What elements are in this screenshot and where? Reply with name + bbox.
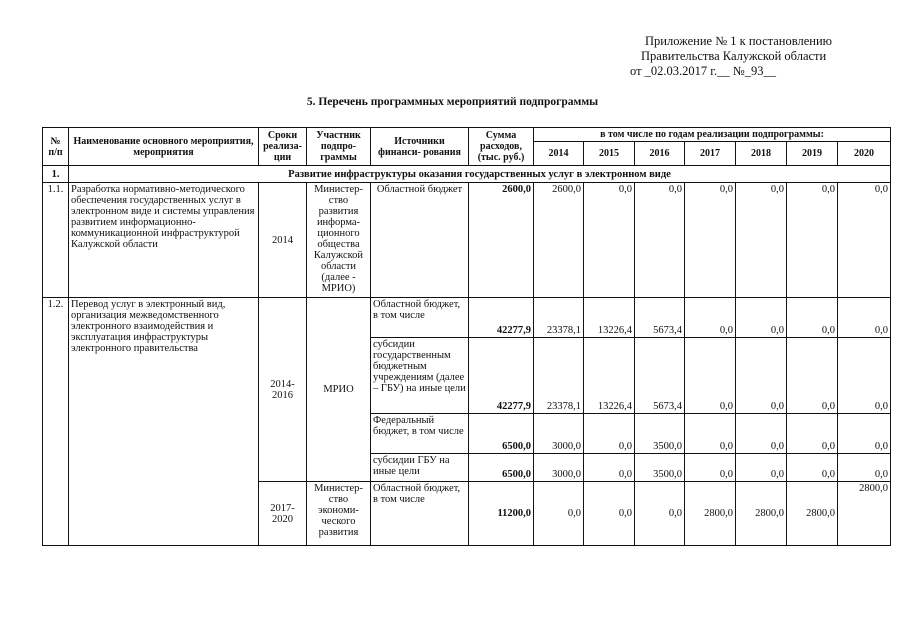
- row-year-value: 5673,4: [635, 298, 685, 338]
- header-line-2: Правительства Калужской области: [641, 49, 827, 63]
- col-header-terms: Сроки реализа- ции: [259, 128, 307, 166]
- approval-header: [630, 34, 885, 79]
- row-sum: 42277,9: [469, 298, 534, 338]
- row-year-value: 0,0: [838, 454, 891, 482]
- table-row: [43, 183, 891, 298]
- row-year-value: 13226,4: [584, 298, 635, 338]
- col-header-year: 2019: [787, 142, 838, 166]
- row-year-value: 0,0: [787, 338, 838, 414]
- col-header-year: 2016: [635, 142, 685, 166]
- row-year-value: 0,0: [736, 338, 787, 414]
- row-year-value: 0,0: [584, 482, 635, 546]
- section-num: 1.: [43, 166, 69, 183]
- row-year-value: 0,0: [838, 183, 891, 298]
- document-title: 5. Перечень программных мероприятий подпрограммы: [306, 96, 599, 108]
- row-terms: 2014-2016: [259, 298, 307, 482]
- row-year-value: 0,0: [635, 183, 685, 298]
- header-line-1: Приложение № 1 к постановлению: [645, 34, 832, 48]
- row-year-value: 0,0: [534, 482, 584, 546]
- row-year-value: 0,0: [736, 298, 787, 338]
- row-year-value: 0,0: [685, 298, 736, 338]
- col-header-sources: Источники финанси- рования: [371, 128, 469, 166]
- row-source: субсидии ГБУ на иные цели: [371, 454, 469, 482]
- row-year-value: 0,0: [584, 414, 635, 454]
- row-name: Разработка нормативно-методического обеспечения государственных услуг в электронном виде и системы управления развитием информационно-коммуникационной инфраструктурой Калужской области: [69, 183, 259, 298]
- row-participant: Министер-ство экономи-ческого развития: [307, 482, 371, 546]
- col-header-year: 2015: [584, 142, 635, 166]
- row-year-value: 0,0: [838, 298, 891, 338]
- row-source: Федеральный бюджет, в том числе: [371, 414, 469, 454]
- row-participant: Министер-ство развития информа-ционного общества Калужской области (далее - МРИО): [307, 183, 371, 298]
- col-header-year: 2017: [685, 142, 736, 166]
- section-title: Развитие инфраструктуры оказания государственных услуг в электронном виде: [69, 166, 891, 183]
- row-year-value: 0,0: [685, 338, 736, 414]
- row-year-value: 13226,4: [584, 338, 635, 414]
- row-year-value: 0,0: [685, 454, 736, 482]
- row-year-value: 23378,1: [534, 338, 584, 414]
- row-year-value: 0,0: [787, 414, 838, 454]
- col-header-years-group: в том числе по годам реализации подпрограммы:: [534, 128, 891, 142]
- row-sum: 6500,0: [469, 414, 534, 454]
- row-year-value: 3000,0: [534, 454, 584, 482]
- row-year-value: 0,0: [584, 454, 635, 482]
- row-num: 1.1.: [43, 183, 69, 298]
- row-year-value: 0,0: [635, 482, 685, 546]
- row-num: 1.2.: [43, 298, 69, 546]
- row-year-value: 23378,1: [534, 298, 584, 338]
- row-year-value: 2600,0: [534, 183, 584, 298]
- row-year-value: 2800,0: [787, 482, 838, 546]
- row-terms: 2017-2020: [259, 482, 307, 546]
- col-header-num: № п/п: [43, 128, 69, 166]
- row-year-value: 3500,0: [635, 454, 685, 482]
- col-header-participant: Участник подпро- граммы: [307, 128, 371, 166]
- row-year-value: 0,0: [685, 183, 736, 298]
- row-year-value: 0,0: [838, 338, 891, 414]
- row-terms: 2014: [259, 183, 307, 298]
- table-row: [43, 298, 891, 338]
- row-year-value: 5673,4: [635, 338, 685, 414]
- program-measures-table: [42, 127, 891, 546]
- row-source: субсидии государственным бюджетным учреждениям (далее – ГБУ) на иные цели: [371, 338, 469, 414]
- col-header-sum: Сумма расходов, (тыс. руб.): [469, 128, 534, 166]
- row-year-value: 2800,0: [736, 482, 787, 546]
- row-year-value: 0,0: [685, 414, 736, 454]
- header-line-3: от _02.03.2017 г.__ №_93__: [630, 64, 776, 78]
- row-year-value: 3000,0: [534, 414, 584, 454]
- row-year-value: 0,0: [787, 183, 838, 298]
- row-year-value: 2800,0: [838, 482, 891, 546]
- row-year-value: 0,0: [838, 414, 891, 454]
- row-year-value: 0,0: [787, 454, 838, 482]
- row-sum: 2600,0: [469, 183, 534, 298]
- col-header-name: Наименование основного мероприятия, мероприятия: [69, 128, 259, 166]
- section-row: [43, 166, 891, 183]
- row-participant: МРИО: [307, 298, 371, 482]
- col-header-year: 2014: [534, 142, 584, 166]
- col-header-year: 2020: [838, 142, 891, 166]
- row-year-value: 2800,0: [685, 482, 736, 546]
- row-source: Областной бюджет, в том числе: [371, 482, 469, 546]
- row-name: Перевод услуг в электронный вид, организация межведомственного электронного взаимодействия и эксплуатация инфраструктуры электронного правительства: [69, 298, 259, 546]
- row-year-value: 0,0: [787, 298, 838, 338]
- row-sum: 6500,0: [469, 454, 534, 482]
- row-sum: 42277,9: [469, 338, 534, 414]
- row-source: Областной бюджет, в том числе: [371, 298, 469, 338]
- row-year-value: 0,0: [584, 183, 635, 298]
- row-year-value: 3500,0: [635, 414, 685, 454]
- col-header-year: 2018: [736, 142, 787, 166]
- row-year-value: 0,0: [736, 454, 787, 482]
- row-year-value: 0,0: [736, 183, 787, 298]
- row-source: Областной бюджет: [371, 183, 469, 298]
- row-sum: 11200,0: [469, 482, 534, 546]
- row-year-value: 0,0: [736, 414, 787, 454]
